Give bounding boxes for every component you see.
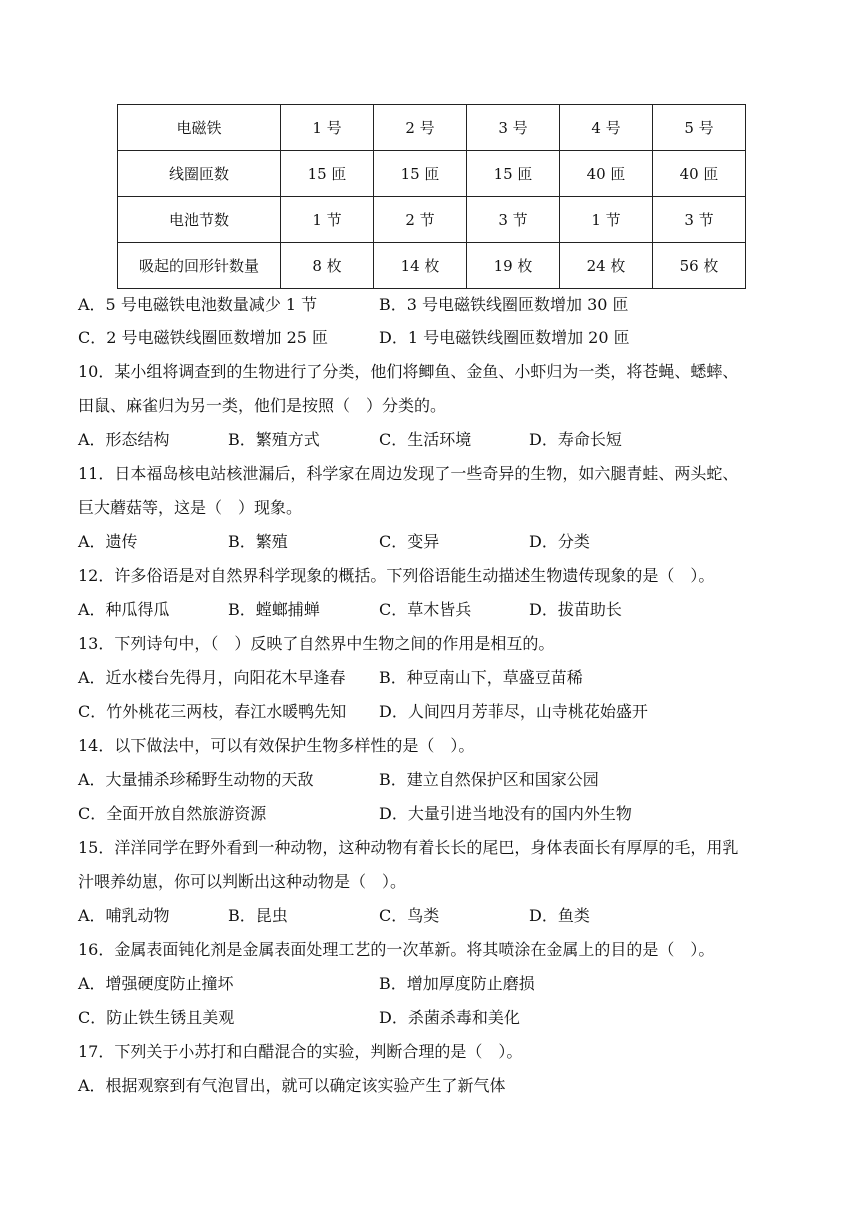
- q16-option-d: D．杀菌杀毒和美化: [379, 1008, 520, 1027]
- table-row: [118, 151, 746, 197]
- q10-stem-line-2: 田鼠、麻雀归为另一类，他们是按照（ ）分类的。: [78, 396, 447, 415]
- q15-option-a: A．哺乳动物: [78, 906, 170, 925]
- table-cell: 吸起的回形针数量: [118, 243, 281, 289]
- q11-stem-line-1: 11．日本福岛核电站核泄漏后，科学家在周边发现了一些奇异的生物，如六腿青蛙、两头蛇、: [78, 464, 739, 483]
- q13-option-c: C．竹外桃花三两枝，春江水暖鸭先知: [78, 702, 347, 721]
- q14-option-b: B．建立自然保护区和国家公园: [379, 770, 599, 789]
- q14-stem-line-1: 14．以下做法中，可以有效保护生物多样性的是（ ）。: [78, 736, 475, 755]
- q14-option-c: C．全面开放自然旅游资源: [78, 804, 267, 823]
- q15-option-c: C．鸟类: [379, 906, 440, 925]
- table-cell: 15 匝: [467, 151, 560, 197]
- table-cell: 1 节: [560, 197, 653, 243]
- q13-option-b: B．种豆南山下，草盛豆苗稀: [379, 668, 583, 687]
- table-cell: 电磁铁: [118, 105, 281, 151]
- q11-stem-line-2: 巨大蘑菇等，这是（ ）现象。: [78, 498, 303, 517]
- table-cell: 3 号: [467, 105, 560, 151]
- q15-stem-line-1: 15．洋洋同学在野外看到一种动物，这种动物有着长长的尾巴，身体表面长有厚厚的毛，用乳: [78, 838, 739, 857]
- q12-option-a: A．种瓜得瓜: [78, 600, 170, 619]
- q14-option-d: D．大量引进当地没有的国内外生物: [379, 804, 632, 823]
- q9-option-c: C．2 号电磁铁线圈匝数增加 25 匝: [78, 328, 329, 347]
- q12-option-c: C．草木皆兵: [379, 600, 472, 619]
- q13-option-a: A．近水楼台先得月，向阳花木早逢春: [78, 668, 346, 687]
- table-cell: 14 枚: [374, 243, 467, 289]
- q13-stem-line-1: 13．下列诗句中，（ ）反映了自然界中生物之间的作用是相互的。: [78, 634, 555, 653]
- table-cell: 40 匝: [653, 151, 746, 197]
- q14-option-a: A．大量捕杀珍稀野生动物的天敌: [78, 770, 314, 789]
- table-cell: 1 节: [281, 197, 374, 243]
- table-cell: 19 枚: [467, 243, 560, 289]
- table-cell: 电池节数: [118, 197, 281, 243]
- q11-option-b: B．繁殖: [228, 532, 288, 551]
- q15-option-d: D．鱼类: [529, 906, 590, 925]
- q9-option-d: D．1 号电磁铁线圈匝数增加 20 匝: [379, 328, 630, 347]
- table-cell: 2 号: [374, 105, 467, 151]
- table-row: [118, 243, 746, 289]
- table-cell: 5 号: [653, 105, 746, 151]
- electromagnet-table: [117, 104, 746, 289]
- table-cell: 40 匝: [560, 151, 653, 197]
- q17-option-a: A．根据观察到有气泡冒出，就可以确定该实验产生了新气体: [78, 1076, 506, 1095]
- q11-option-c: C．变异: [379, 532, 440, 551]
- q10-option-b: B．繁殖方式: [228, 430, 320, 449]
- q13-option-d: D．人间四月芳菲尽，山寺桃花始盛开: [379, 702, 648, 721]
- table-cell: 15 匝: [374, 151, 467, 197]
- q11-option-a: A．遗传: [78, 532, 138, 551]
- table-cell: 3 节: [467, 197, 560, 243]
- q12-option-d: D．拔苗助长: [529, 600, 622, 619]
- q10-option-d: D．寿命长短: [529, 430, 622, 449]
- q11-option-d: D．分类: [529, 532, 590, 551]
- table-row: [118, 197, 746, 243]
- q16-option-c: C．防止铁生锈且美观: [78, 1008, 235, 1027]
- table-cell: 3 节: [653, 197, 746, 243]
- table-cell: 2 节: [374, 197, 467, 243]
- q9-option-b: B．3 号电磁铁线圈匝数增加 30 匝: [379, 295, 629, 314]
- q12-option-b: B．螳螂捕蝉: [228, 600, 320, 619]
- table-cell: 线圈匝数: [118, 151, 281, 197]
- q15-stem-line-2: 汁喂养幼崽，你可以判断出这种动物是（ ）。: [78, 872, 407, 891]
- table-cell: 4 号: [560, 105, 653, 151]
- q17-stem-line-1: 17．下列关于小苏打和白醋混合的实验，判断合理的是（ ）。: [78, 1042, 523, 1061]
- table-row: [118, 105, 746, 151]
- q10-option-c: C．生活环境: [379, 430, 472, 449]
- table-cell: 56 枚: [653, 243, 746, 289]
- table-cell: 15 匝: [281, 151, 374, 197]
- q16-stem-line-1: 16．金属表面钝化剂是金属表面处理工艺的一次革新。将其喷涂在金属上的目的是（ ）。: [78, 940, 715, 959]
- q10-option-a: A．形态结构: [78, 430, 170, 449]
- q16-option-a: A．增强硬度防止撞坏: [78, 974, 234, 993]
- table-cell: 24 枚: [560, 243, 653, 289]
- table-cell: 1 号: [281, 105, 374, 151]
- q10-stem-line-1: 10．某小组将调查到的生物进行了分类，他们将鲫鱼、金鱼、小虾归为一类，将苍蝇、蟋蟀、: [78, 362, 739, 381]
- q15-option-b: B．昆虫: [228, 906, 288, 925]
- q16-option-b: B．增加厚度防止磨损: [379, 974, 535, 993]
- q9-option-a: A．5 号电磁铁电池数量减少 1 节: [78, 295, 318, 314]
- q12-stem-line-1: 12．许多俗语是对自然界科学现象的概括。下列俗语能生动描述生物遗传现象的是（ ）。: [78, 566, 715, 585]
- table-cell: 8 枚: [281, 243, 374, 289]
